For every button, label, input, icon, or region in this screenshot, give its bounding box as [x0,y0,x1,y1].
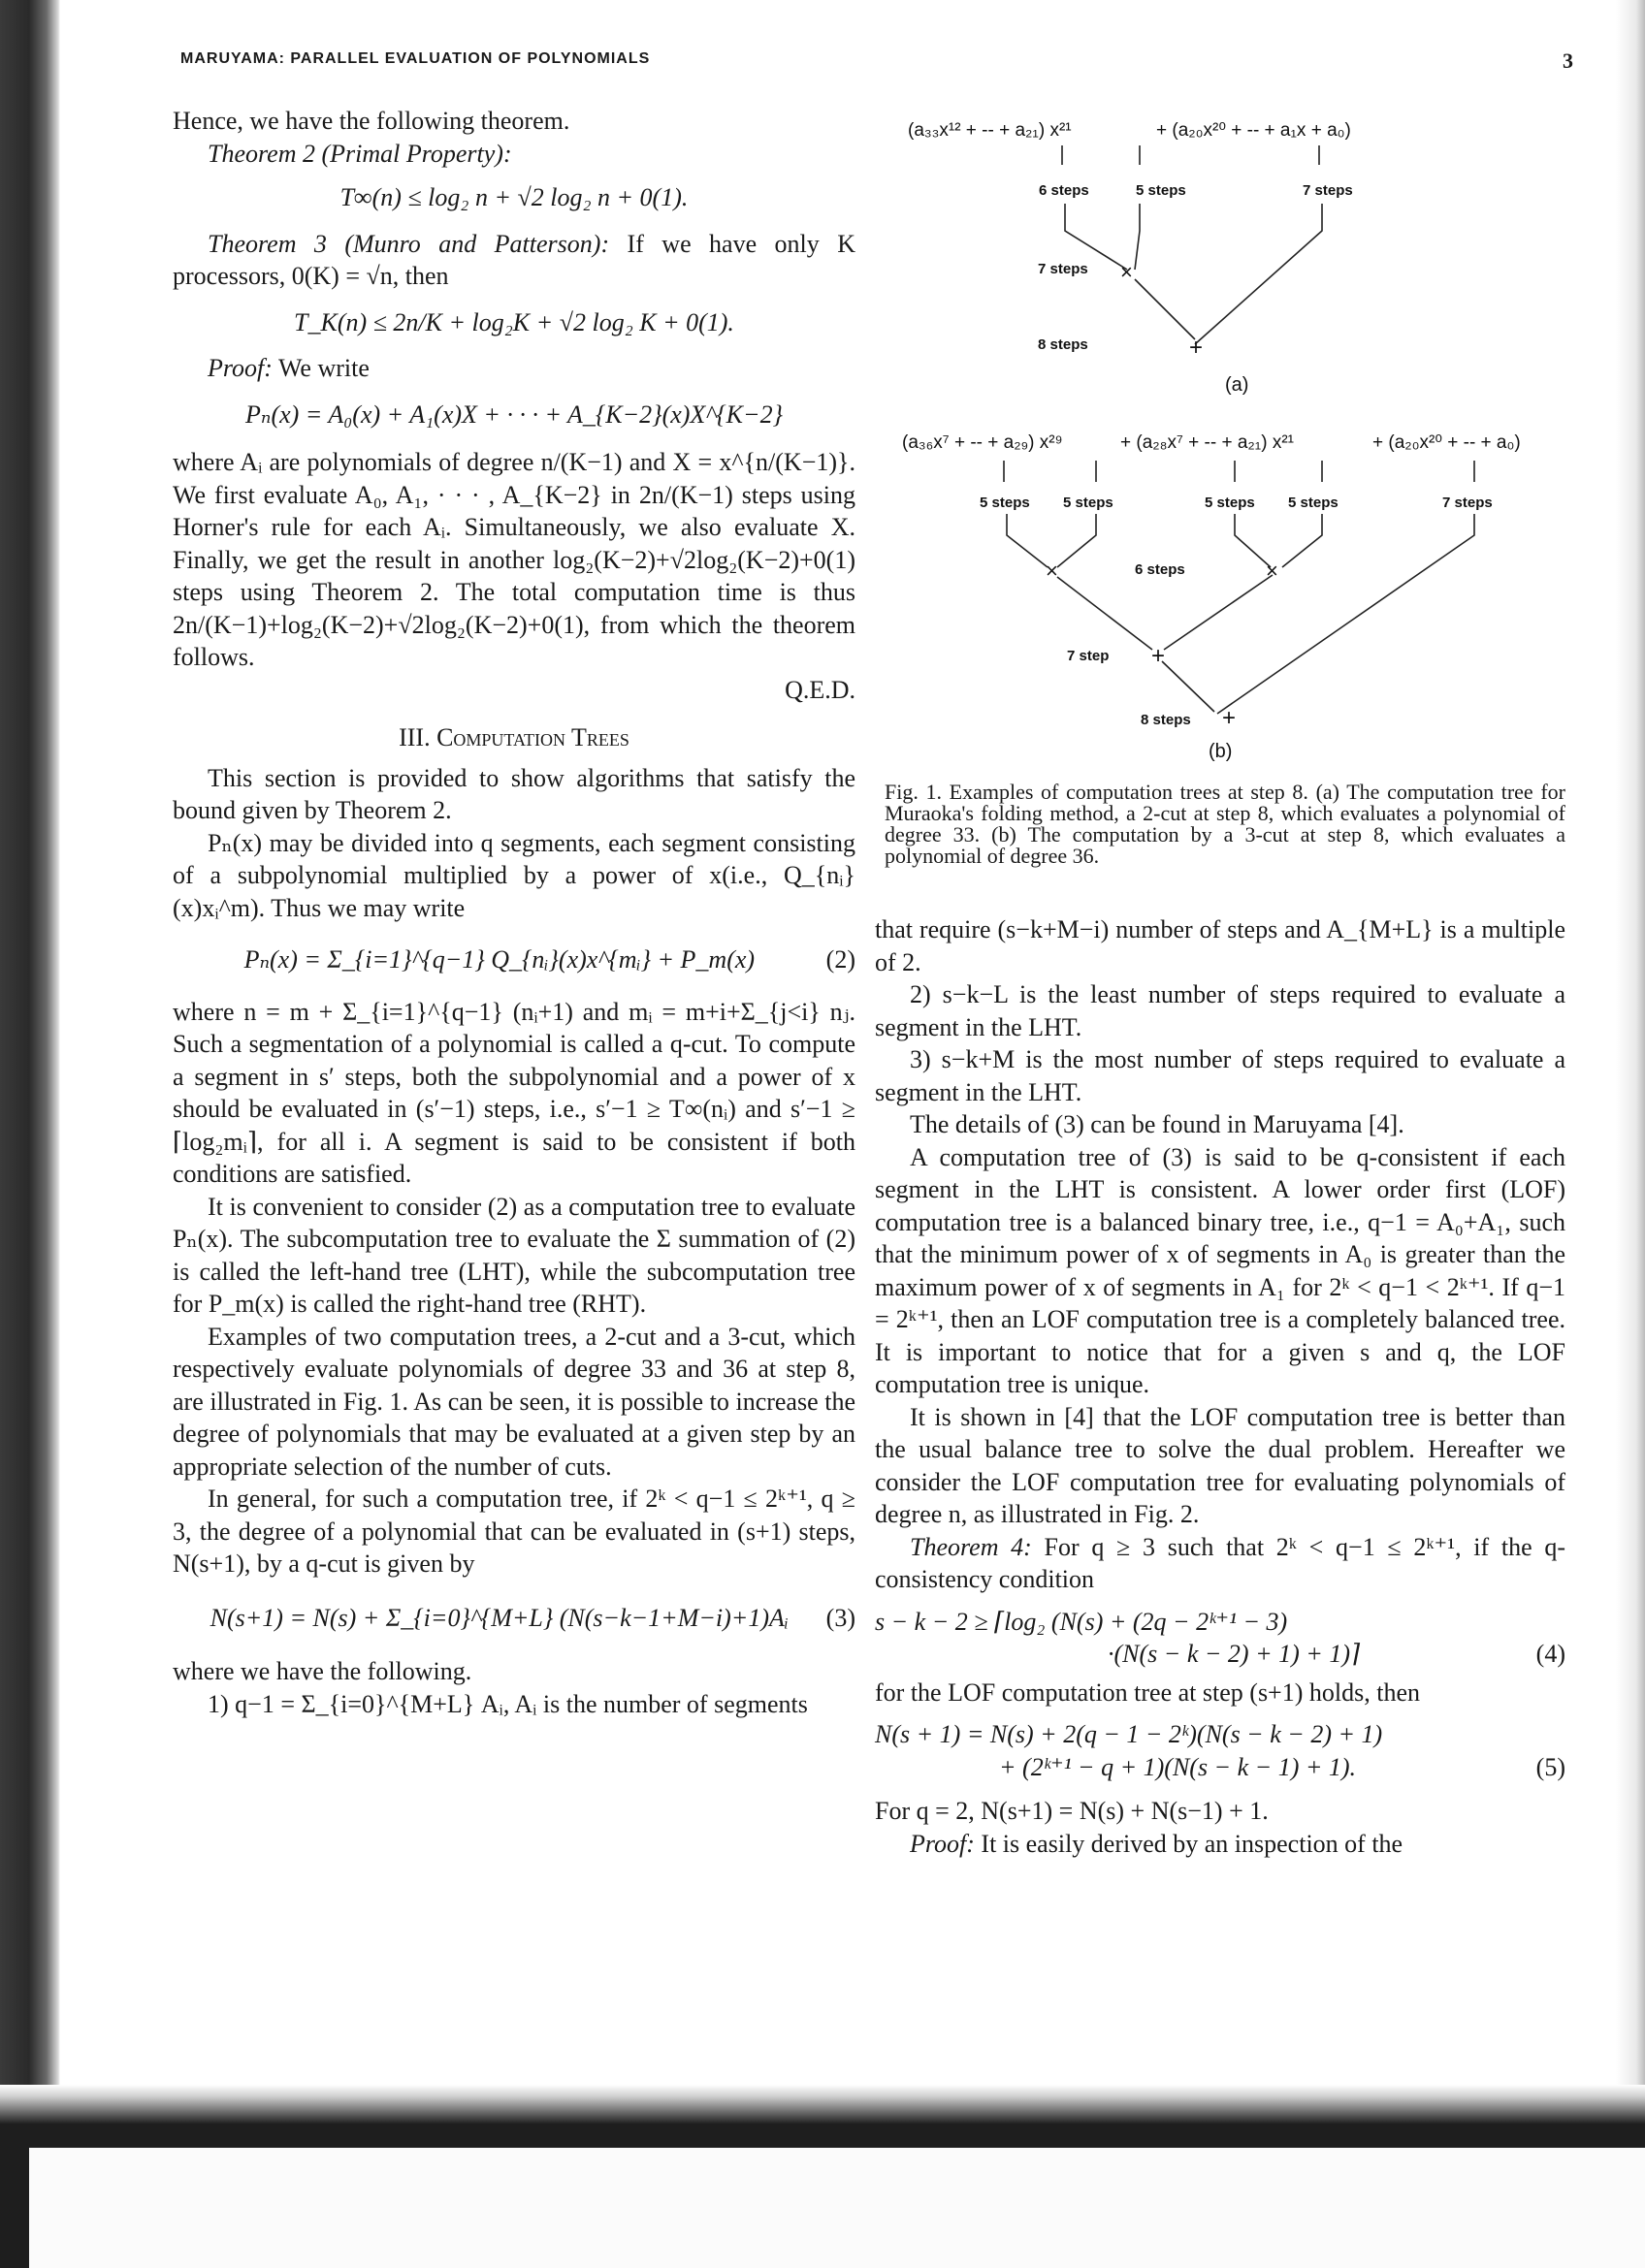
list-item-3: 3) s−k+M is the most number of steps required to evaluate a segment in the LHT. [875,1045,1565,1106]
figure-1 [902,97,1562,776]
figure-1a-edges [1062,145,1322,344]
fig-b-expression-3: + (a₂₀x²⁰ + -- + a₀) [1372,432,1521,453]
following-line: where we have the following. [173,1657,472,1685]
proof-4-text: It is easily derived by an inspection of the [974,1829,1403,1858]
fig-a-label-5-steps: 5 steps [1136,182,1186,199]
fig-b-expression-2: + (a₂₈x⁷ + -- + a₂₁) x²¹ [1120,432,1294,453]
theorem-3-paragraph [173,228,855,293]
section-title: III. Computation Trees [399,723,629,751]
fig-b-label-8-steps: 8 steps [1141,712,1191,728]
fig-a-multiply-node: × [1120,260,1133,284]
lof-holds-line: for the LOF computation tree at step (s+1) holds, then [875,1677,1420,1707]
intro-sentence: Hence, we have the following theorem. [173,107,570,135]
right-column [875,913,1565,1860]
section-intro: This section is provided to show algorithms that satisfy the bound given by Theorem 2. [173,763,855,824]
fig-b-label-5-steps-c: 5 steps [1205,495,1255,511]
running-title: MARUYAMA: PARALLEL EVALUATION OF POLYNOMIALS [180,50,651,67]
proof-4-label: Proof: [910,1829,975,1858]
theorem-4-text: For q ≥ 3 such that 2ᵏ < q−1 ≤ 2ᵏ⁺¹, if the q-consistency condition [875,1532,1565,1593]
theorem-3-text: If we have only K processors, 0(K) = √n, then [173,229,855,290]
equation-5 [875,1718,1565,1783]
scan-binding-shadow [0,0,60,2143]
fig-b-label-5-steps-b: 5 steps [1063,495,1113,511]
equation-2: Pₙ(x) = Σ_{i=1}^{q−1} Q_{nᵢ}(x)x^{mᵢ} + P_m(x) [243,945,756,974]
fig-b-plus-node-root: + [1222,705,1237,731]
equation-5-line-1: N(s + 1) = N(s) + 2(q − 1 − 2ᵏ)(N(s − k − 2) + 1) [875,1720,1383,1748]
scan-next-page [29,2148,1645,2268]
examples-paragraph: Examples of two computation trees, a 2-cut and a 3-cut, which respectively evaluate polynomials of degree 33 and 36 at step 8, are illustrated in Fig. 1. As can be seen, it is possible to increase the degree of polynomials that may be evaluated at a given step by an appropriate selection of the number of cuts. [173,1322,855,1481]
q-consistent-paragraph: A computation tree of (3) is said to be q-consistent if each segment in the LHT is consistent. A lower order first (LOF) computation tree is a balanced binary tree, i.e., q−1 = A₀+A₁, such that the minimum power of x of segments in A₀ is greater than the maximum power of x of segments in A₁ for 2ᵏ < q−1 < 2ᵏ⁺¹. If q−1 = 2ᵏ⁺¹, then an LOF computation tree is a completely balanced tree. It is important to notice that for a given s and q, the LOF computation tree is unique. [875,1142,1565,1398]
details-paragraph: The details of (3) can be found in Maruyama [4]. [910,1110,1404,1138]
fig-b-label-5-steps-a: 5 steps [980,495,1030,511]
equation-2-number: (2) [825,945,855,974]
equation-4-line-2: ·(N(s − k − 2) + 1) + 1)⌉ [1108,1640,1361,1668]
theorem-3-title: Theorem 3 (Munro and Patterson): [208,229,610,258]
figure-1-caption: Fig. 1. Examples of computation trees at step 8. (a) The computation tree for Muraoka's folding method, a 2-cut at step 8, which evaluates a polynomial of degree 33. (b) The computation by a 3-cut at step 8, which evaluates a polynomial of degree 36. [885,780,1565,868]
right-continuation: that require (s−k+M−i) number of steps and A_{M+L} is a multiple of 2. [875,915,1565,976]
equation-pn-horner: Pₙ(x) = A₀(x) + A₁(x)X + · · · + A_{K−2}(x)X^{K−2} [245,399,783,429]
segments-paragraph: Pₙ(x) may be divided into q segments, each segment consisting of a subpolynomial multiplied by a power of x(i.e., Q_{nᵢ}(x)xᵢ^m). Thus we may write [173,828,855,922]
fig-b-multiply-node-right: × [1266,559,1278,583]
equation-5-number: (5) [1535,1752,1565,1781]
proof-body: where Aᵢ are polynomials of degree n/(K−1) and X = x^{n/(K−1)}. We first evaluate A₀, A₁, · · · , A_{K−2} in 2n/(K−1) steps using Horner's rule for each Aᵢ. Simultaneously, we also evaluate X. Finally, we get the result in another log₂(K−2)+√2log₂(K−2)+0(1) steps using Theorem 2. The total computation time is thus 2n/(K−1)+log₂(K−2)+√2log₂(K−2)+0(1), from which the theorem follows. [173,448,855,671]
equation-theorem-3: T_K(n) ≤ 2n/K + log₂K + √2 log₂ K + 0(1). [294,307,734,336]
proof-paragraph [173,352,855,385]
qcut-paragraph: where n = m + Σ_{i=1}^{q−1} (nᵢ+1) and mᵢ = m+i+Σ_{j<i} nⱼ. Such a segmentation of a polynomial is called a q-cut. To compute a segment in s′ steps, both the subpolynomial and a power of x should be evaluated in (s′−1) steps, i.e., s′−1 ≥ T∞(nᵢ) and s′−1 ≥ ⌈log₂mᵢ⌉, for all i. A segment is said to be consistent if both conditions are satisfied. [173,997,855,1188]
fig-a-caption-label: (a) [1225,374,1249,396]
theorem-2-title: Theorem 2 (Primal Property): [208,139,512,168]
equation-5-line-2-row [875,1751,1565,1784]
fig-a-expression-2: + (a₂₀x²⁰ + -- + a₁x + a₀) [1156,120,1351,141]
fig-b-multiply-node-left: × [1046,559,1058,583]
fig-b-label-6-steps: 6 steps [1135,561,1185,578]
fig-a-expression-1: (a₃₃x¹² + -- + a₂₁) x²¹ [908,120,1072,141]
lof-better-paragraph: It is shown in [4] that the LOF computation tree is better than the usual balance tree to solve the dual problem. Hereafter we consider the LOF computation tree for evaluating polynomials of degree n, as illustrated in Fig. 2. [875,1402,1565,1528]
fig-b-label-7-steps-right: 7 steps [1442,495,1493,511]
equation-theorem-2: T∞(n) ≤ log₂ n + √2 log₂ n + 0(1). [339,183,689,211]
fig-b-label-5-steps-d: 5 steps [1288,495,1339,511]
lht-rht-paragraph: It is convenient to consider (2) as a computation tree to evaluate Pₙ(x). The subcomputation tree to evaluate the Σ summation of (2) is called the left-hand tree (LHT), while the subcomputation tree for P_m(x) is called the right-hand tree (RHT). [173,1192,855,1318]
fig-b-plus-node-inner: + [1151,643,1166,669]
fig-a-label-8-steps: 8 steps [1038,336,1088,353]
equation-2-row [173,943,855,976]
fig-a-plus-node: + [1189,335,1204,361]
proof-label: Proof: [208,354,273,382]
theorem-4-title: Theorem 4: [910,1532,1032,1561]
proof-text: We write [272,354,370,382]
theorem-4-paragraph [875,1531,1565,1596]
equation-3: N(s+1) = N(s) + Σ_{i=0}^{M+L} (N(s−k−1+M−i)+1)Aᵢ [210,1603,790,1632]
left-column [173,105,855,1720]
fig-b-label-7-step: 7 step [1067,648,1110,664]
fig-a-label-7-steps-right: 7 steps [1303,182,1353,199]
general-paragraph: In general, for such a computation tree, if 2ᵏ < q−1 ≤ 2ᵏ⁺¹, q ≥ 3, the degree of a polynomial that can be evaluated in (s+1) steps, N(s+1), by a q-cut is given by [173,1485,855,1578]
fig-a-label-6-steps: 6 steps [1039,182,1089,199]
qed: Q.E.D. [785,675,855,704]
proof-4-paragraph [875,1828,1565,1861]
equation-4 [875,1606,1565,1671]
equation-3-row [173,1602,855,1635]
q2-case: For q = 2, N(s+1) = N(s) + N(s−1) + 1. [875,1797,1269,1825]
equation-3-number: (3) [825,1603,855,1632]
list-item-2: 2) s−k−L is the least number of steps required to evaluate a segment in the LHT. [875,980,1565,1041]
list-item-1: 1) q−1 = Σ_{i=0}^{M+L} Aᵢ, Aᵢ is the number of segments [208,1689,808,1718]
equation-4-line-2-row [875,1638,1565,1671]
fig-a-label-7-steps: 7 steps [1038,261,1088,277]
equation-4-line-1: s − k − 2 ≥ ⌈log₂ (N(s) + (2q − 2ᵏ⁺¹ − 3) [875,1607,1288,1636]
equation-4-number: (4) [1535,1640,1565,1668]
scan-bottom-shadow [0,2085,1645,2124]
fig-b-caption-label: (b) [1209,741,1233,762]
fig-b-expression-1: (a₃₆x⁷ + -- + a₂₉) x²⁹ [902,432,1063,453]
page-number: 3 [1563,48,1573,73]
equation-5-line-2: + (2ᵏ⁺¹ − q + 1)(N(s − k − 1) + 1). [999,1752,1357,1781]
scan-right-edge [1616,0,1645,2085]
